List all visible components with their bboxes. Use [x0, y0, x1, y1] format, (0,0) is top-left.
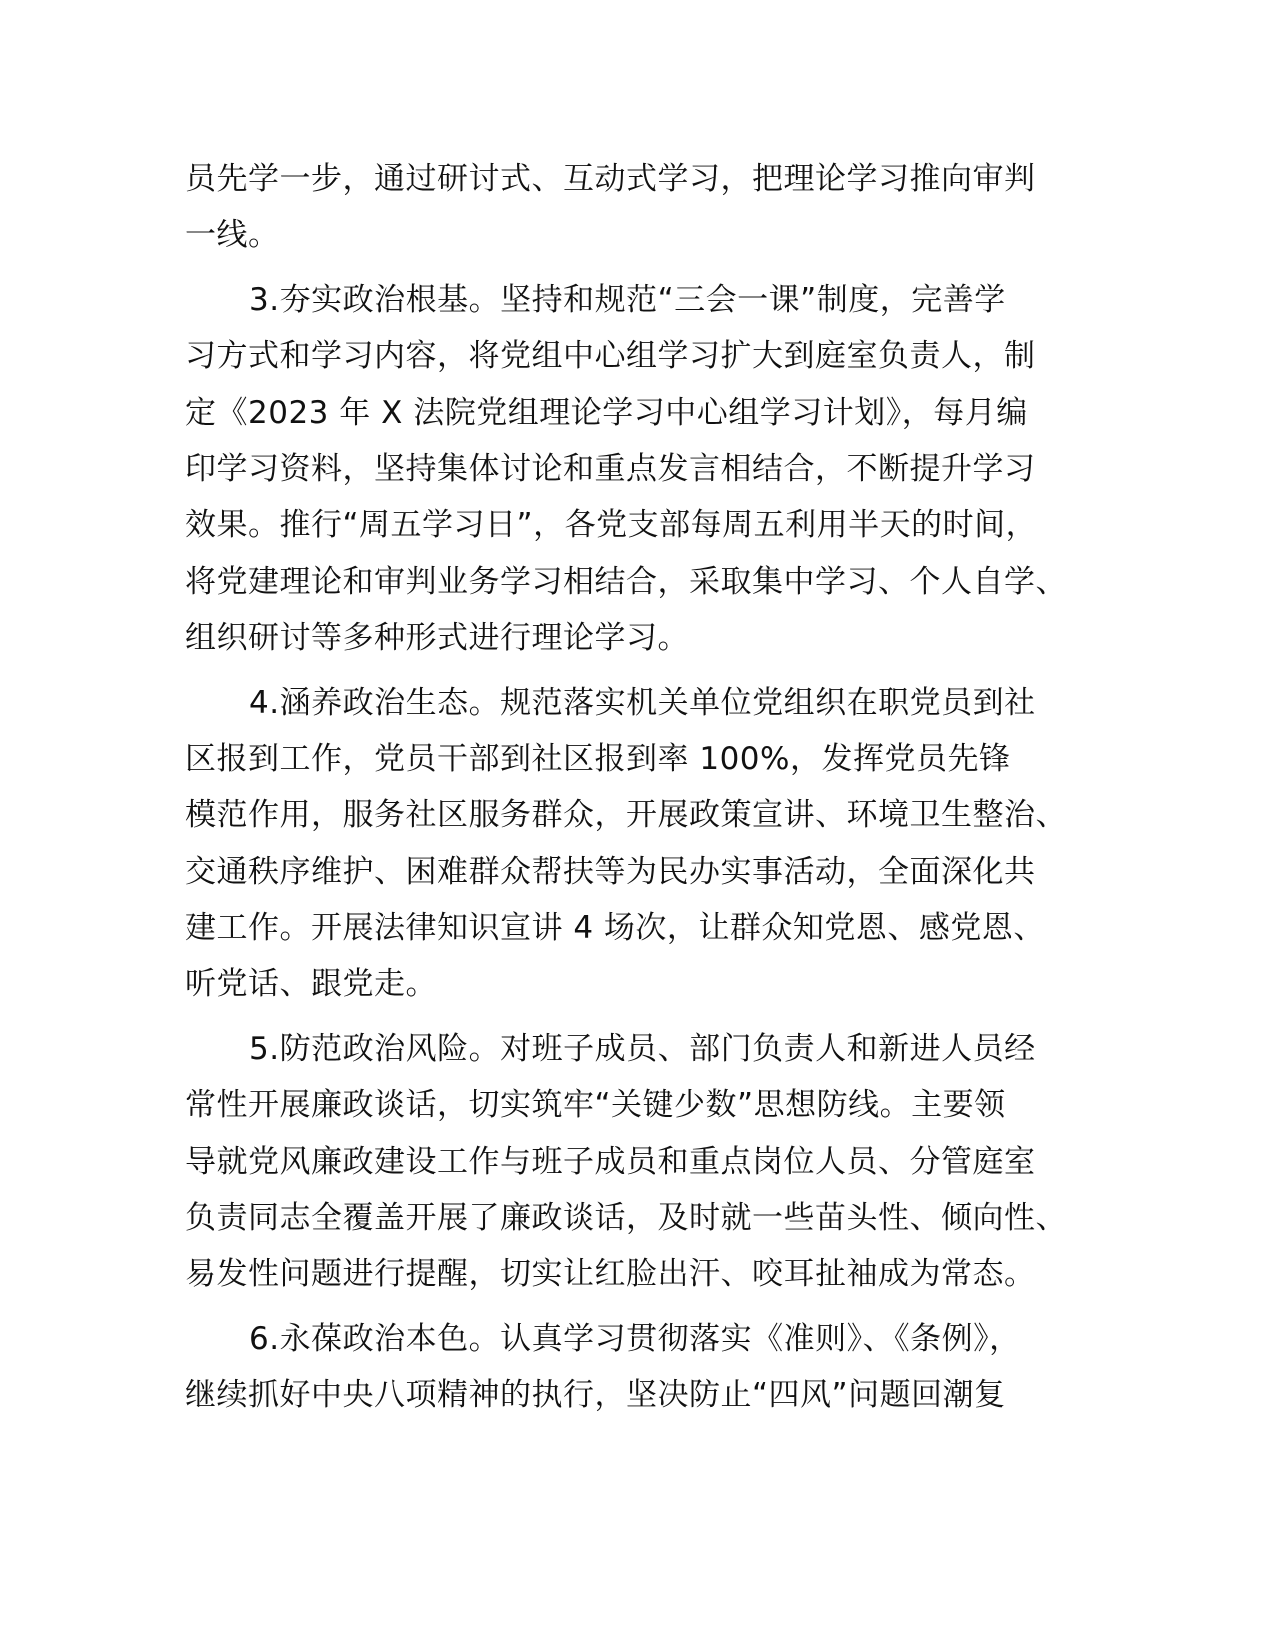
paragraph-item-4: [185, 675, 1085, 1013]
text-line: 5.防范政治风险。对班子成员、部门负责人和新进人员经: [249, 1030, 1036, 1067]
text-line: 6.永葆政治本色。认真学习贯彻落实《准则》、《条例》，: [249, 1320, 1021, 1357]
text-line: 一线。: [185, 217, 280, 254]
text-line: 交通秩序维护、困难群众帮扶等为民办实事活动，全面深化共: [185, 853, 1036, 890]
text-line: 模范作用，服务社区服务群众，开展政策宣讲、环境卫生整治、: [185, 797, 1067, 834]
text-line: 定《2023 年 X 法院党组理论学习中心组学习计划》，每月编: [185, 394, 1028, 431]
document-body: [185, 151, 1085, 1424]
text-line: 员先学一步，通过研讨式、互动式学习，把理论学习推向审判: [185, 161, 1036, 197]
paragraph-item-3: [185, 272, 1085, 667]
text-line: 易发性问题进行提醒，切实让红脸出汗、咬耳扯袖成为常态。: [185, 1256, 1036, 1293]
text-line: 听党话、跟党走。: [185, 966, 437, 1003]
text-line: 习方式和学习内容，将党组中心组学习扩大到庭室负责人，制: [185, 338, 1036, 375]
text-line: 负责同志全覆盖开展了廉政谈话，及时就一些苗头性、倾向性、: [185, 1200, 1067, 1237]
text-line: 常性开展廉政谈话，切实筑牢“关键少数”思想防线。主要领: [185, 1087, 1006, 1124]
text-line: 建工作。开展法律知识宣讲 4 场次，让群众知党恩、感党恩、: [185, 910, 1045, 947]
text-line: 4.涵养政治生态。规范落实机关单位党组织在职党员到社: [249, 684, 1036, 721]
text-line: 导就党风廉政建设工作与班子成员和重点岗位人员、分管庭室: [185, 1143, 1036, 1180]
text-line: 效果。推行“周五学习日”，各党支部每周五利用半天的时间，: [185, 507, 1038, 544]
text-line: 印学习资料，坚持集体讨论和重点发言相结合，不断提升学习: [185, 450, 1036, 487]
text-line: 继续抓好中央八项精神的执行，坚决防止“四风”问题回潮复: [185, 1377, 1006, 1414]
paragraph-item-6: [185, 1311, 1085, 1424]
text-line: 区报到工作，党员干部到社区报到率 100%，发挥党员先锋: [185, 740, 1011, 777]
paragraph-continuation: [185, 151, 1085, 264]
text-line: 将党建理论和审判业务学习相结合，采取集中学习、个人自学、: [185, 563, 1067, 600]
paragraph-item-5: [185, 1021, 1085, 1303]
text-line: 3.夯实政治根基。坚持和规范“三会一课”制度，完善学: [249, 281, 1006, 318]
text-line: 组织研讨等多种形式进行理论学习。: [185, 620, 689, 657]
